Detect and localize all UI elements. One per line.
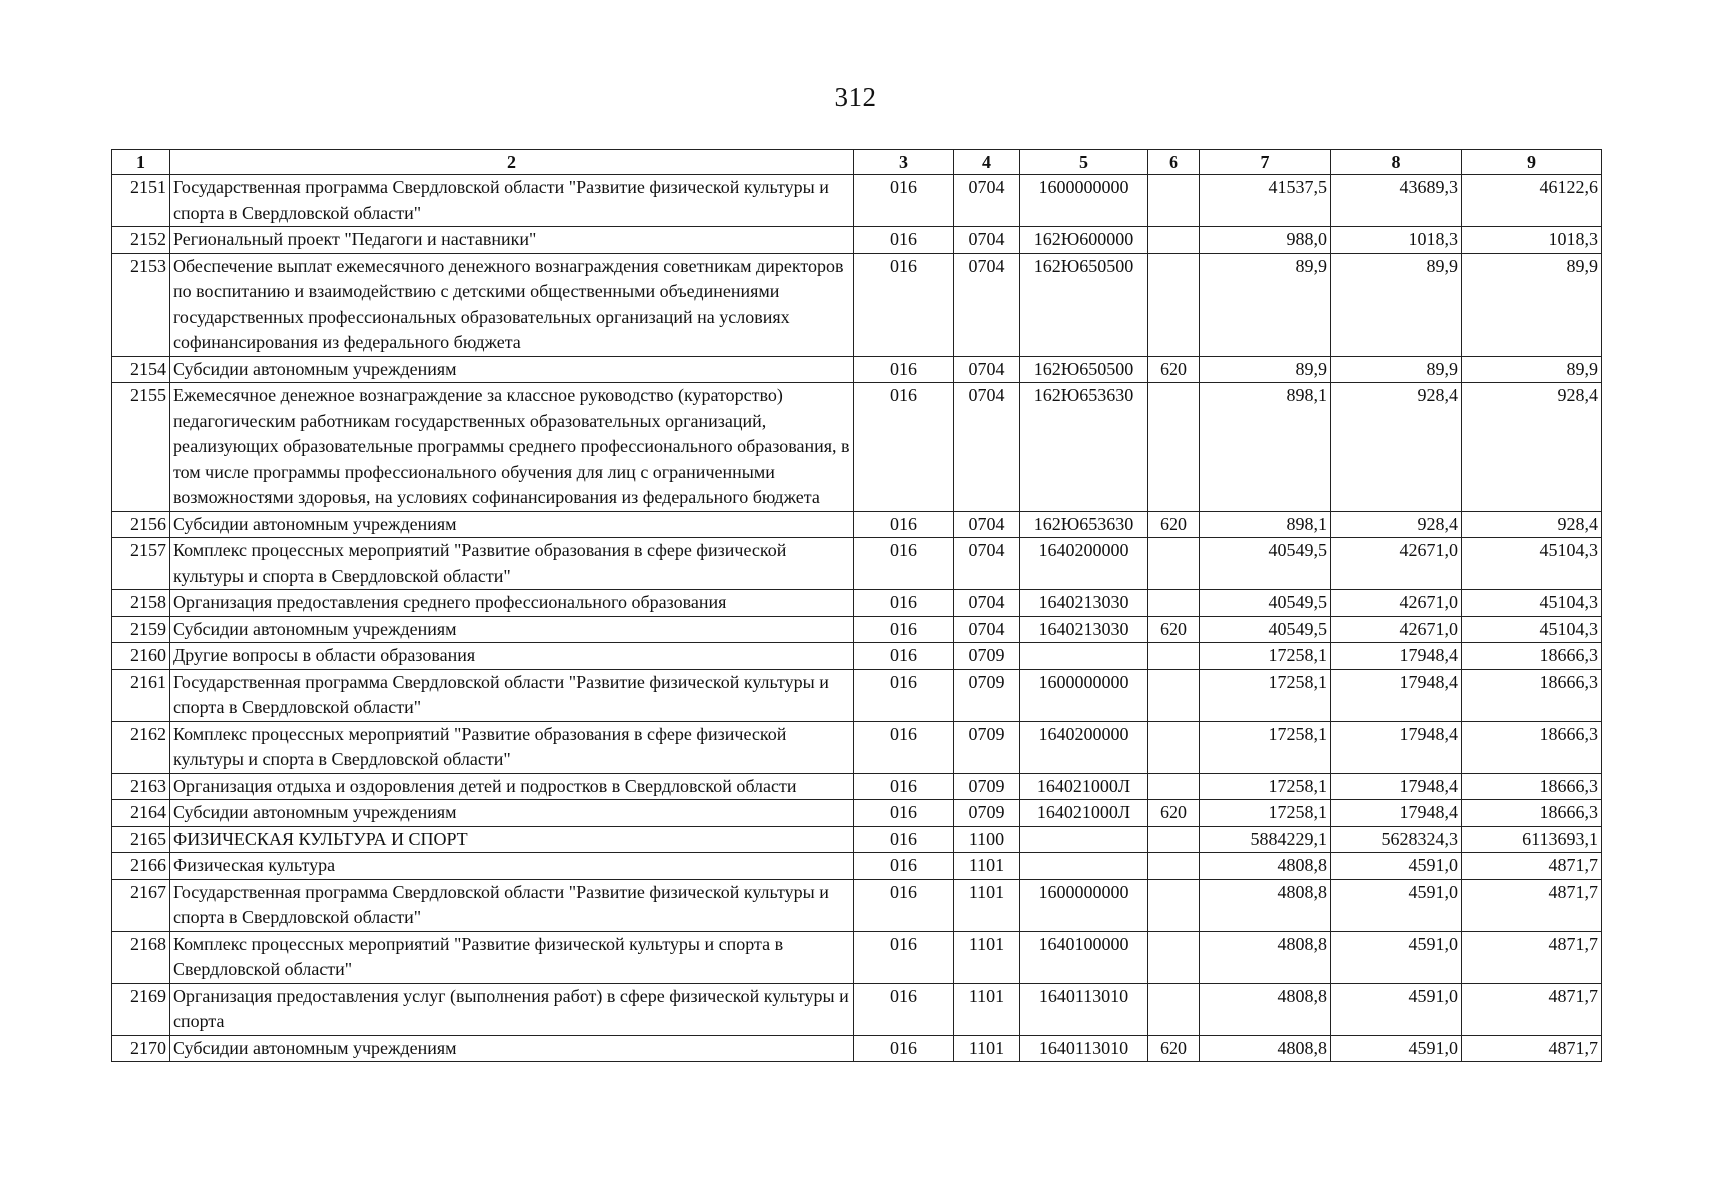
- amount-col-7: 89,9: [1200, 253, 1331, 356]
- expense-type-code: [1148, 643, 1200, 670]
- amount-col-9: 45104,3: [1462, 538, 1602, 590]
- amount-col-7: 4808,8: [1200, 879, 1331, 931]
- item-name: ФИЗИЧЕСКАЯ КУЛЬТУРА И СПОРТ: [170, 826, 854, 853]
- table-row: [112, 511, 1602, 538]
- amount-col-7: 4808,8: [1200, 853, 1331, 880]
- item-name: Региональный проект "Педагоги и наставники": [170, 227, 854, 254]
- target-item-code: 1640113010: [1020, 983, 1148, 1035]
- expense-type-code: [1148, 383, 1200, 512]
- amount-col-8: 4591,0: [1331, 983, 1462, 1035]
- amount-col-7: 17258,1: [1200, 773, 1331, 800]
- amount-col-7: 89,9: [1200, 356, 1331, 383]
- target-item-code: 1600000000: [1020, 669, 1148, 721]
- target-item-code: 162Ю653630: [1020, 511, 1148, 538]
- target-item-code: 164021000Л: [1020, 800, 1148, 827]
- amount-col-7: 17258,1: [1200, 721, 1331, 773]
- table-row: [112, 227, 1602, 254]
- row-number: 2161: [112, 669, 170, 721]
- item-name: Субсидии автономным учреждениям: [170, 616, 854, 643]
- table-row: [112, 253, 1602, 356]
- table-row: [112, 853, 1602, 880]
- department-code: 016: [854, 356, 954, 383]
- header-row: [112, 150, 1602, 175]
- amount-col-9: 4871,7: [1462, 931, 1602, 983]
- amount-col-7: 17258,1: [1200, 800, 1331, 827]
- expense-type-code: [1148, 721, 1200, 773]
- row-number: 2153: [112, 253, 170, 356]
- target-item-code: 1600000000: [1020, 175, 1148, 227]
- department-code: 016: [854, 538, 954, 590]
- amount-col-9: 46122,6: [1462, 175, 1602, 227]
- item-name: Комплекс процессных мероприятий "Развитие образования в сфере физической культуры и спорта в Свердловской области": [170, 538, 854, 590]
- amount-col-9: 4871,7: [1462, 983, 1602, 1035]
- row-number: 2156: [112, 511, 170, 538]
- table-row: [112, 773, 1602, 800]
- amount-col-9: 18666,3: [1462, 643, 1602, 670]
- amount-col-7: 898,1: [1200, 383, 1331, 512]
- section-code: 0704: [954, 356, 1020, 383]
- row-number: 2170: [112, 1035, 170, 1062]
- table-row: [112, 879, 1602, 931]
- amount-col-7: 4808,8: [1200, 931, 1331, 983]
- amount-col-8: 89,9: [1331, 253, 1462, 356]
- row-number: 2160: [112, 643, 170, 670]
- item-name: Субсидии автономным учреждениям: [170, 800, 854, 827]
- item-name: Физическая культура: [170, 853, 854, 880]
- row-number: 2154: [112, 356, 170, 383]
- target-item-code: 164021000Л: [1020, 773, 1148, 800]
- expense-type-code: 620: [1148, 616, 1200, 643]
- target-item-code: 162Ю650500: [1020, 356, 1148, 383]
- section-code: 0704: [954, 538, 1020, 590]
- table-body: [112, 175, 1602, 1062]
- target-item-code: 1640213030: [1020, 590, 1148, 617]
- column-header: 8: [1331, 150, 1462, 175]
- department-code: 016: [854, 853, 954, 880]
- section-code: 0704: [954, 383, 1020, 512]
- amount-col-7: 17258,1: [1200, 669, 1331, 721]
- table-row: [112, 669, 1602, 721]
- table-row: [112, 590, 1602, 617]
- expense-type-code: [1148, 931, 1200, 983]
- row-number: 2169: [112, 983, 170, 1035]
- table-row: [112, 931, 1602, 983]
- section-code: 1101: [954, 879, 1020, 931]
- section-code: 1101: [954, 853, 1020, 880]
- amount-col-8: 4591,0: [1331, 931, 1462, 983]
- table-row: [112, 538, 1602, 590]
- amount-col-7: 40549,5: [1200, 616, 1331, 643]
- amount-col-7: 5884229,1: [1200, 826, 1331, 853]
- department-code: 016: [854, 643, 954, 670]
- row-number: 2157: [112, 538, 170, 590]
- amount-col-8: 42671,0: [1331, 616, 1462, 643]
- department-code: 016: [854, 511, 954, 538]
- item-name: Ежемесячное денежное вознаграждение за классное руководство (кураторство) педагогическим работникам государственных образовательных организаций, реализующих образовательные программы среднего профессионального образования, в том числе программы профессионального обучения для лиц с ограниченными возможностями здоровья, на условиях софинансирования из федерального бюджета: [170, 383, 854, 512]
- table-row: [112, 643, 1602, 670]
- target-item-code: 1640113010: [1020, 1035, 1148, 1062]
- row-number: 2168: [112, 931, 170, 983]
- expense-type-code: [1148, 669, 1200, 721]
- item-name: Субсидии автономным учреждениям: [170, 1035, 854, 1062]
- amount-col-7: 4808,8: [1200, 1035, 1331, 1062]
- column-header: 6: [1148, 150, 1200, 175]
- item-name: Субсидии автономным учреждениям: [170, 511, 854, 538]
- row-number: 2165: [112, 826, 170, 853]
- column-header: 4: [954, 150, 1020, 175]
- department-code: 016: [854, 773, 954, 800]
- expense-type-code: 620: [1148, 356, 1200, 383]
- amount-col-7: 40549,5: [1200, 590, 1331, 617]
- department-code: 016: [854, 879, 954, 931]
- column-header: 7: [1200, 150, 1331, 175]
- amount-col-9: 89,9: [1462, 356, 1602, 383]
- section-code: 0709: [954, 643, 1020, 670]
- row-number: 2163: [112, 773, 170, 800]
- department-code: 016: [854, 721, 954, 773]
- amount-col-9: 45104,3: [1462, 590, 1602, 617]
- section-code: 0709: [954, 800, 1020, 827]
- amount-col-7: 17258,1: [1200, 643, 1331, 670]
- row-number: 2155: [112, 383, 170, 512]
- row-number: 2151: [112, 175, 170, 227]
- section-code: 0709: [954, 721, 1020, 773]
- item-name: Субсидии автономным учреждениям: [170, 356, 854, 383]
- target-item-code: 162Ю653630: [1020, 383, 1148, 512]
- section-code: 0704: [954, 616, 1020, 643]
- amount-col-8: 43689,3: [1331, 175, 1462, 227]
- column-header: 3: [854, 150, 954, 175]
- amount-col-7: 40549,5: [1200, 538, 1331, 590]
- row-number: 2166: [112, 853, 170, 880]
- target-item-code: 1640200000: [1020, 721, 1148, 773]
- amount-col-8: 17948,4: [1331, 800, 1462, 827]
- section-code: 0704: [954, 227, 1020, 254]
- target-item-code: 162Ю650500: [1020, 253, 1148, 356]
- amount-col-8: 42671,0: [1331, 538, 1462, 590]
- item-name: Организация предоставления услуг (выполнения работ) в сфере физической культуры и спорта: [170, 983, 854, 1035]
- column-header: 1: [112, 150, 170, 175]
- department-code: 016: [854, 253, 954, 356]
- department-code: 016: [854, 616, 954, 643]
- target-item-code: 1600000000: [1020, 879, 1148, 931]
- amount-col-8: 5628324,3: [1331, 826, 1462, 853]
- expense-type-code: [1148, 773, 1200, 800]
- department-code: 016: [854, 826, 954, 853]
- table-row: [112, 356, 1602, 383]
- table-row: [112, 175, 1602, 227]
- column-header: 5: [1020, 150, 1148, 175]
- department-code: 016: [854, 175, 954, 227]
- row-number: 2158: [112, 590, 170, 617]
- section-code: 1100: [954, 826, 1020, 853]
- amount-col-9: 4871,7: [1462, 853, 1602, 880]
- target-item-code: 1640213030: [1020, 616, 1148, 643]
- section-code: 1101: [954, 983, 1020, 1035]
- expense-type-code: [1148, 538, 1200, 590]
- item-name: Государственная программа Свердловской области "Развитие физической культуры и спорта в Свердловской области": [170, 669, 854, 721]
- row-number: 2167: [112, 879, 170, 931]
- amount-col-9: 928,4: [1462, 511, 1602, 538]
- item-name: Организация отдыха и оздоровления детей и подростков в Свердловской области: [170, 773, 854, 800]
- section-code: 0704: [954, 253, 1020, 356]
- department-code: 016: [854, 669, 954, 721]
- budget-table: [111, 149, 1602, 1062]
- expense-type-code: [1148, 227, 1200, 254]
- table-row: [112, 1035, 1602, 1062]
- amount-col-9: 4871,7: [1462, 1035, 1602, 1062]
- expense-type-code: [1148, 853, 1200, 880]
- amount-col-8: 4591,0: [1331, 1035, 1462, 1062]
- amount-col-9: 18666,3: [1462, 669, 1602, 721]
- section-code: 0709: [954, 669, 1020, 721]
- section-code: 1101: [954, 1035, 1020, 1062]
- section-code: 0709: [954, 773, 1020, 800]
- table-row: [112, 826, 1602, 853]
- amount-col-8: 4591,0: [1331, 853, 1462, 880]
- table-row: [112, 383, 1602, 512]
- amount-col-8: 928,4: [1331, 511, 1462, 538]
- expense-type-code: [1148, 253, 1200, 356]
- target-item-code: [1020, 853, 1148, 880]
- amount-col-9: 4871,7: [1462, 879, 1602, 931]
- expense-type-code: [1148, 879, 1200, 931]
- item-name: Другие вопросы в области образования: [170, 643, 854, 670]
- row-number: 2152: [112, 227, 170, 254]
- target-item-code: 1640100000: [1020, 931, 1148, 983]
- table-row: [112, 616, 1602, 643]
- amount-col-9: 1018,3: [1462, 227, 1602, 254]
- amount-col-9: 928,4: [1462, 383, 1602, 512]
- expense-type-code: 620: [1148, 1035, 1200, 1062]
- expense-type-code: 620: [1148, 800, 1200, 827]
- section-code: 0704: [954, 175, 1020, 227]
- department-code: 016: [854, 227, 954, 254]
- department-code: 016: [854, 383, 954, 512]
- item-name: Комплекс процессных мероприятий "Развитие физической культуры и спорта в Свердловской области": [170, 931, 854, 983]
- amount-col-8: 928,4: [1331, 383, 1462, 512]
- amount-col-7: 988,0: [1200, 227, 1331, 254]
- table-row: [112, 983, 1602, 1035]
- amount-col-8: 89,9: [1331, 356, 1462, 383]
- expense-type-code: [1148, 175, 1200, 227]
- section-code: 0704: [954, 590, 1020, 617]
- amount-col-9: 18666,3: [1462, 800, 1602, 827]
- item-name: Организация предоставления среднего профессионального образования: [170, 590, 854, 617]
- amount-col-7: 4808,8: [1200, 983, 1331, 1035]
- row-number: 2164: [112, 800, 170, 827]
- amount-col-9: 18666,3: [1462, 773, 1602, 800]
- department-code: 016: [854, 800, 954, 827]
- column-header: 2: [170, 150, 854, 175]
- amount-col-8: 42671,0: [1331, 590, 1462, 617]
- amount-col-9: 89,9: [1462, 253, 1602, 356]
- amount-col-8: 17948,4: [1331, 721, 1462, 773]
- amount-col-8: 17948,4: [1331, 773, 1462, 800]
- amount-col-7: 898,1: [1200, 511, 1331, 538]
- target-item-code: [1020, 643, 1148, 670]
- department-code: 016: [854, 983, 954, 1035]
- page-number: 312: [834, 82, 877, 112]
- amount-col-8: 1018,3: [1331, 227, 1462, 254]
- item-name: Государственная программа Свердловской области "Развитие физической культуры и спорта в Свердловской области": [170, 879, 854, 931]
- column-header: 9: [1462, 150, 1602, 175]
- department-code: 016: [854, 1035, 954, 1062]
- amount-col-9: 45104,3: [1462, 616, 1602, 643]
- target-item-code: 162Ю600000: [1020, 227, 1148, 254]
- department-code: 016: [854, 931, 954, 983]
- amount-col-7: 41537,5: [1200, 175, 1331, 227]
- amount-col-8: 17948,4: [1331, 643, 1462, 670]
- amount-col-8: 4591,0: [1331, 879, 1462, 931]
- amount-col-9: 6113693,1: [1462, 826, 1602, 853]
- expense-type-code: [1148, 826, 1200, 853]
- row-number: 2162: [112, 721, 170, 773]
- item-name: Государственная программа Свердловской области "Развитие физической культуры и спорта в Свердловской области": [170, 175, 854, 227]
- item-name: Обеспечение выплат ежемесячного денежного вознаграждения советникам директоров по воспитанию и взаимодействию с детскими общественными объединениями государственных профессиональных образовательных организаций на условиях софинансирования из федерального бюджета: [170, 253, 854, 356]
- expense-type-code: [1148, 983, 1200, 1035]
- section-code: 1101: [954, 931, 1020, 983]
- table-row: [112, 800, 1602, 827]
- row-number: 2159: [112, 616, 170, 643]
- item-name: Комплекс процессных мероприятий "Развитие образования в сфере физической культуры и спорта в Свердловской области": [170, 721, 854, 773]
- section-code: 0704: [954, 511, 1020, 538]
- target-item-code: 1640200000: [1020, 538, 1148, 590]
- table-row: [112, 721, 1602, 773]
- expense-type-code: [1148, 590, 1200, 617]
- amount-col-8: 17948,4: [1331, 669, 1462, 721]
- amount-col-9: 18666,3: [1462, 721, 1602, 773]
- target-item-code: [1020, 826, 1148, 853]
- expense-type-code: 620: [1148, 511, 1200, 538]
- department-code: 016: [854, 590, 954, 617]
